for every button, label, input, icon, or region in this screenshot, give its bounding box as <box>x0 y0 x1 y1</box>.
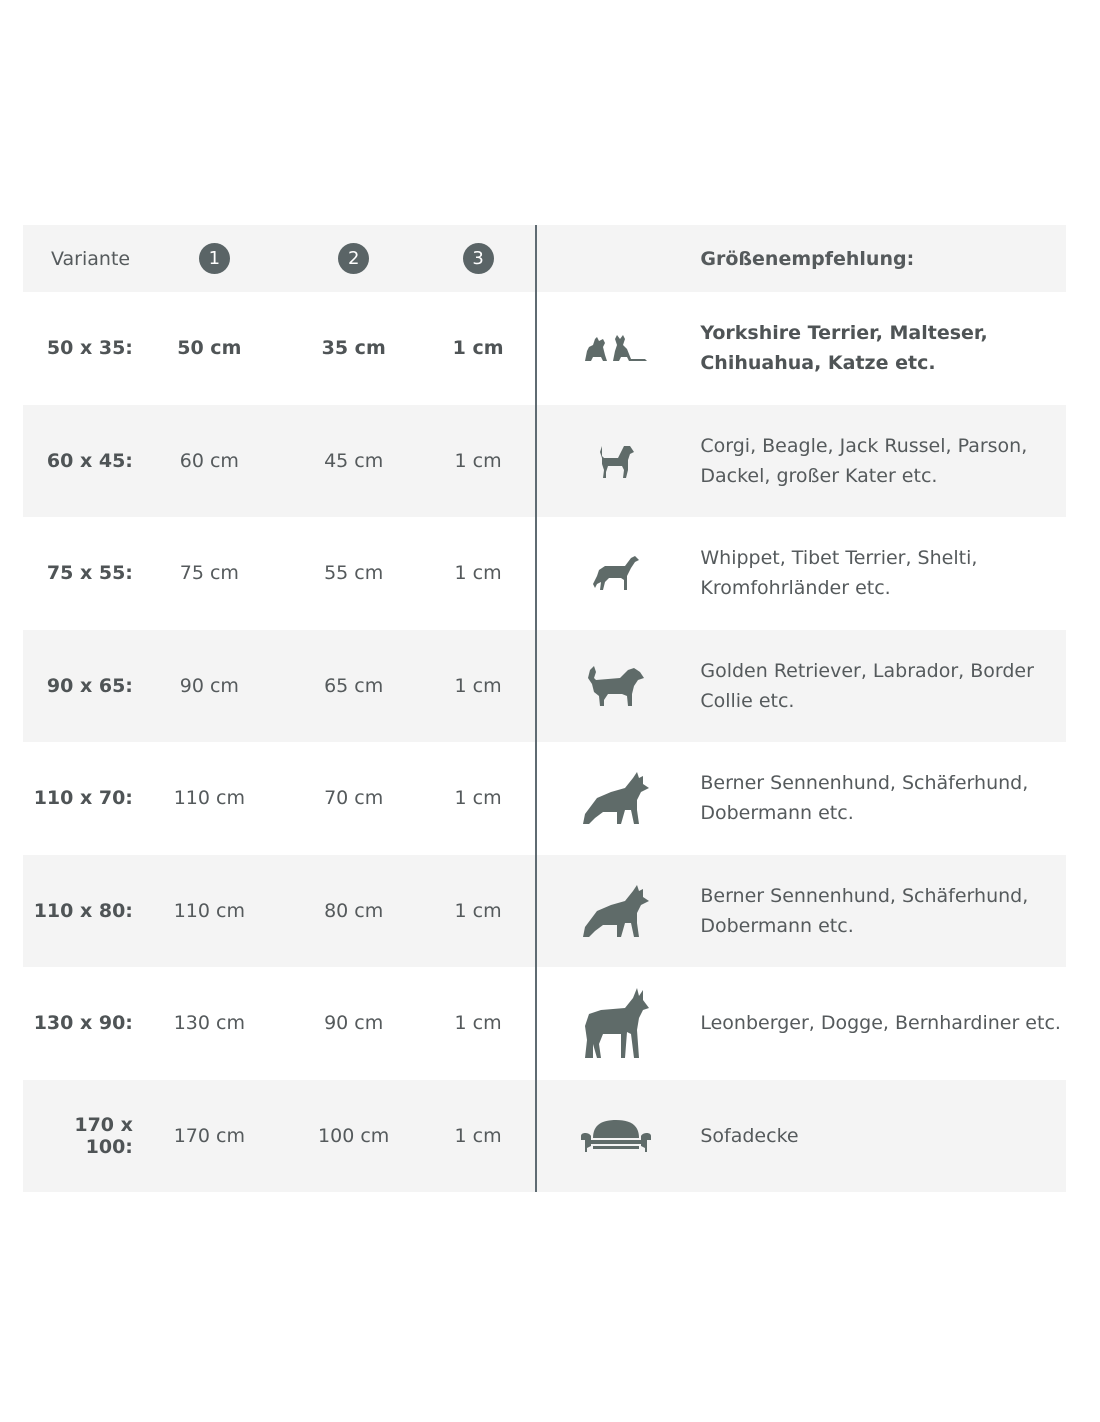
dim2-cell: 35 cm <box>321 337 386 360</box>
dim3-cell: 1 cm <box>454 787 502 810</box>
dim2-cell: 70 cm <box>324 787 384 810</box>
table-row <box>23 405 1066 518</box>
dim1-cell: 170 cm <box>173 1124 245 1147</box>
table-header <box>23 225 1066 292</box>
badge-2: 2 <box>338 243 369 274</box>
dim1-cell: 75 cm <box>179 562 239 585</box>
dim1-cell: 50 cm <box>177 337 242 360</box>
recommendation-cell: Corgi, Beagle, Jack Russel, Parson, Dackel, großer Kater etc. <box>700 434 1028 487</box>
dim2-cell: 100 cm <box>318 1124 390 1147</box>
dim2-cell: 80 cm <box>324 899 384 922</box>
dim2-cell: 65 cm <box>324 674 384 697</box>
recommendation-cell: Sofadecke <box>700 1124 799 1147</box>
table-row <box>23 292 1066 405</box>
recommendation-cell: Yorkshire Terrier, Malteser, Chihuahua, Katze etc. <box>700 322 988 375</box>
variant-cell: 110 x 70: <box>33 787 133 810</box>
beagle-icon <box>537 442 697 480</box>
variant-cell: 130 x 90: <box>33 1012 133 1035</box>
table-row <box>23 1080 1066 1193</box>
recommendation-cell: Berner Sennenhund, Schäferhund, Dobermann etc. <box>700 772 1029 825</box>
col3-header <box>422 243 535 274</box>
badge-1: 1 <box>199 243 230 274</box>
shepherd-icon <box>537 770 697 826</box>
great-dane-icon <box>537 986 697 1060</box>
recommendation-cell: Golden Retriever, Labrador, Border Collie etc. <box>700 659 1034 712</box>
recommendation-header: Größenempfehlung: <box>700 247 915 270</box>
recommendation-cell: Whippet, Tibet Terrier, Shelti, Kromfohrländer etc. <box>700 547 978 600</box>
dim3-cell: 1 cm <box>454 899 502 922</box>
dim1-cell: 60 cm <box>179 449 239 472</box>
dim3-cell: 1 cm <box>454 1012 502 1035</box>
size-table <box>23 225 1066 1192</box>
dim2-cell: 90 cm <box>324 1012 384 1035</box>
table-row <box>23 742 1066 855</box>
shepherd-icon <box>537 883 697 939</box>
dim1-cell: 110 cm <box>173 899 245 922</box>
col2-header <box>286 243 422 274</box>
dim3-cell: 1 cm <box>454 562 502 585</box>
variant-cell: 75 x 55: <box>46 562 133 585</box>
variant-cell: 170 x 100: <box>74 1113 133 1158</box>
variant-cell: 50 x 35: <box>46 337 133 360</box>
dim3-cell: 1 cm <box>452 337 504 360</box>
sofa-icon <box>537 1118 697 1154</box>
dim3-cell: 1 cm <box>454 1124 502 1147</box>
dim2-cell: 45 cm <box>324 449 384 472</box>
badge-3: 3 <box>463 243 494 274</box>
variant-cell: 90 x 65: <box>46 674 133 697</box>
variant-header: Variante <box>51 247 131 270</box>
dim3-cell: 1 cm <box>454 449 502 472</box>
variant-cell: 60 x 45: <box>46 449 133 472</box>
variant-cell: 110 x 80: <box>33 899 133 922</box>
dim3-cell: 1 cm <box>454 674 502 697</box>
recommendation-cell: Leonberger, Dogge, Bernhardiner etc. <box>700 1012 1061 1035</box>
retriever-icon <box>537 664 697 708</box>
whippet-icon <box>537 554 697 592</box>
recommendation-cell: Berner Sennenhund, Schäferhund, Dobermann etc. <box>700 884 1029 937</box>
table-row <box>23 967 1066 1080</box>
dim1-cell: 90 cm <box>179 674 239 697</box>
dog-and-cat-icon <box>537 333 697 363</box>
dim2-cell: 55 cm <box>324 562 384 585</box>
col1-header <box>143 243 286 274</box>
dim1-cell: 110 cm <box>173 787 245 810</box>
table-row <box>23 855 1066 968</box>
table-row <box>23 630 1066 743</box>
column-divider <box>535 225 537 292</box>
table-row <box>23 517 1066 630</box>
dim1-cell: 130 cm <box>173 1012 245 1035</box>
